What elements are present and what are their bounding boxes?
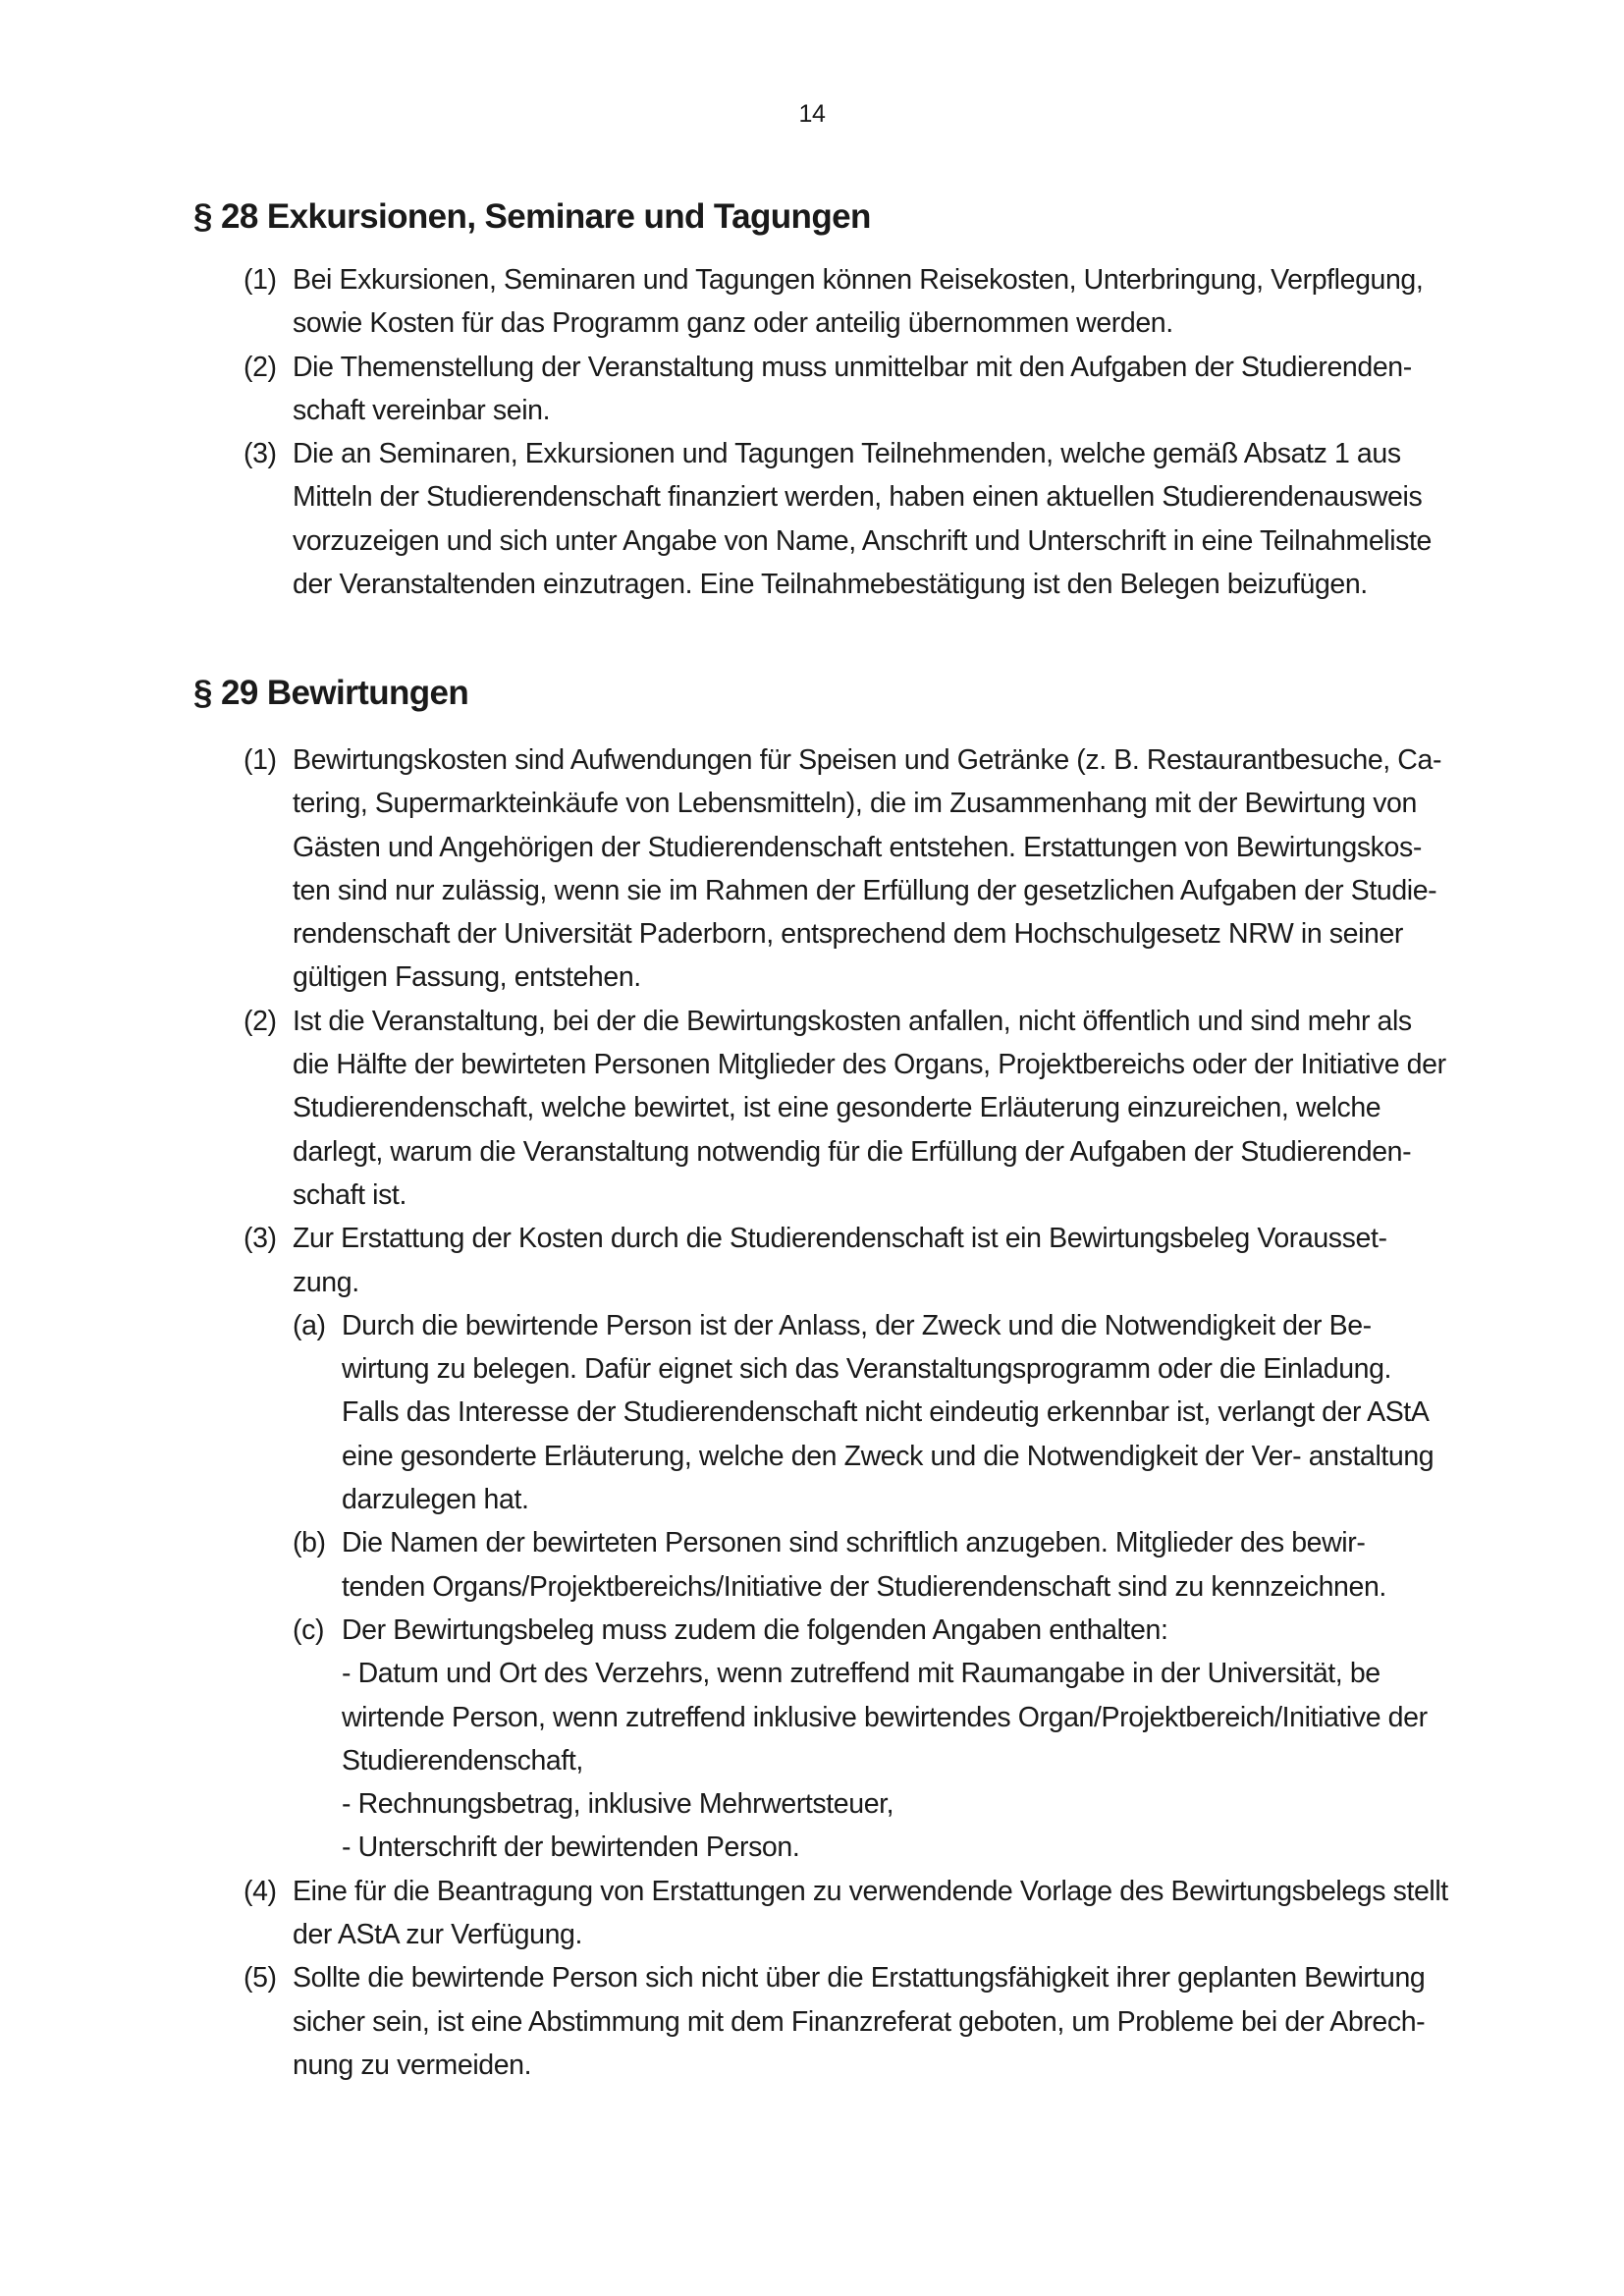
section-29-list bbox=[244, 738, 1451, 2087]
item-text: Ist die Veranstaltung, bei der die Bewirtungskosten anfallen, nicht öffentlich und sind mehr als die Hälfte der bewirteten Personen Mitglieder des Organs, Projektbereichs oder der Initiative der Studierendenschaft, welche bewirtet, ist eine gesonderte Erläuterung einzureichen, welche darlegt, warum die Veranstaltung notwendig für die Erfüllung der Aufgaben der Studierenden- schaft ist. bbox=[293, 1005, 1446, 1211]
list-item: (3) Die an Seminaren, Exkursionen und Tagungen Teilnehmenden, welche gemäß Absatz 1 aus Mitteln der Studierendenschaft finanziert werden, haben einen aktuellen Studierendenausweis vorzuzeigen und sich unter Angabe von Name, Anschrift und Unterschrift in eine Teilnahmeliste der Veranstaltenden einzutragen. Eine Teilnahmebestätigung ist den Belegen beizufügen. bbox=[244, 438, 1432, 601]
dash-item: - Datum und Ort des Verzehrs, wenn zutreffend mit Raumangabe in der Universität, be wirtende Person, wenn zutreffend inklusive bewirtendes Organ/Projektbereich/Initiative der Studierendenschaft, bbox=[342, 1658, 1428, 1777]
item-text: Eine für die Beantragung von Erstattungen zu verwendende Vorlage des Bewirtungsbelegs stellt der AStA zur Verfügung. bbox=[293, 1875, 1448, 1951]
dash-item: - Unterschrift der bewirtenden Person. bbox=[342, 1831, 800, 1864]
page-number: 14 bbox=[798, 100, 826, 128]
list-item: (2) Ist die Veranstaltung, bei der die Bewirtungskosten anfallen, nicht öffentlich und sind mehr als die Hälfte der bewirteten Personen Mitglieder des Organs, Projektbereichs oder der Initiative der Studierendenschaft, welche bewirtet, ist eine gesonderte Erläuterung einzureichen, welche darlegt, warum die Veranstaltung notwendig für die Erfüllung der Aufgaben der Studierenden- schaft ist. bbox=[244, 1005, 1446, 1211]
list-item: (5) Sollte die bewirtende Person sich nicht über die Erstattungsfähigkeit ihrer geplanten Bewirtung sicher sein, ist eine Abstimmung mit dem Finanzreferat geboten, um Probleme bei der Abrech- nung zu vermeiden. bbox=[244, 1962, 1426, 2081]
list-item: (1) Bei Exkursionen, Seminaren und Tagungen können Reisekosten, Unterbringung, Verpflegung, sowie Kosten für das Programm ganz oder anteilig übernommen werden. bbox=[244, 264, 1424, 340]
sub-list-item: (c) Der Bewirtungsbeleg muss zudem die folgenden Angaben enthalten: - Datum und Ort des Verzehrs, wenn zutreffend mit Raumangabe in der Universität, be wirtende Person, wenn zutreffend inklusive bewirtendes Organ/Projektbereich/Initiative der Studierendenschaft, - Rechnungsbetrag, inklusive Mehrwertsteuer, - Unterschrift der bewirtenden Person. bbox=[244, 1609, 1451, 1870]
list-item: (2) Die Themenstellung der Veranstaltung muss unmittelbar mit den Aufgaben der Studierenden- schaft vereinbar sein. bbox=[244, 351, 1412, 426]
dash-item: - Rechnungsbetrag, inklusive Mehrwertsteuer, bbox=[342, 1788, 894, 1821]
item-text: Die Themenstellung der Veranstaltung muss unmittelbar mit den Aufgaben der Studierenden- schaft vereinbar sein. bbox=[293, 351, 1412, 426]
sub-list-item: (b) Die Namen der bewirteten Personen sind schriftlich anzugeben. Mitglieder des bewir- tenden Organs/Projektbereichs/Initiative der Studierendenschaft sind zu kennzeichnen. bbox=[293, 1527, 1386, 1603]
sub-list-item: (a) Durch die bewirtende Person ist der Anlass, der Zweck und die Notwendigkeit der Be- wirtung zu belegen. Dafür eignet sich das Veranstaltungsprogramm oder die Einladung. Falls das Interesse der Studierendenschaft nicht eindeutig erkennbar ist, verlangt der AStA eine gesonderte Erläuterung, welche den Zweck und die Notwendigkeit der Ver- anstaltung darzulegen hat. bbox=[293, 1309, 1435, 1516]
sub-list bbox=[244, 1304, 1451, 1870]
item-text: Die an Seminaren, Exkursionen und Tagungen Teilnehmenden, welche gemäß Absatz 1 aus Mitteln der Studierendenschaft finanziert werden, haben einen aktuellen Studierendenausweis vorzuzeigen und sich unter Angabe von Name, Anschrift und Unterschrift in eine Teilnahmeliste der Veranstaltenden einzutragen. Eine Teilnahmebestätigung ist den Belegen beizufügen. bbox=[293, 438, 1432, 601]
item-text: Bei Exkursionen, Seminaren und Tagungen können Reisekosten, Unterbringung, Verpflegung, sowie Kosten für das Programm ganz oder anteilig übernommen werden. bbox=[293, 264, 1424, 340]
section-29-title: § 29 Bewirtungen bbox=[193, 674, 469, 712]
item-text: Bewirtungskosten sind Aufwendungen für Speisen und Getränke (z. B. Restaurantbesuche, Ca- tering, Supermarkteinkäufe von Lebensmitteln), die im Zusammenhang mit der Bewirtung von Gästen und Angehörigen der Studierendenschaft entstehen. Erstattungen von Bewirtungskos- ten sind nur zulässig, wenn sie im Rahmen der Erfüllung der gesetzlichen Aufgaben der Studie- rendenschaft der Universität Paderborn, entsprechend dem Hochschulgesetz NRW in seiner gültigen Fassung, entstehen. bbox=[293, 744, 1442, 994]
item-text: Zur Erstattung der Kosten durch die Studierendenschaft ist ein Bewirtungsbeleg Vorausset- zung. bbox=[293, 1223, 1387, 1298]
list-item: (3) Zur Erstattung der Kosten durch die Studierendenschaft ist ein Bewirtungsbeleg Vorausset- zung. (a) Durch die bewirtende Person ist der Anlass, der Zweck und die Notwendigkeit der Be- wirtung zu belegen. Dafür eignet sich das Veranstaltungsprogramm oder die Einladung. Falls das Interesse der Studierendenschaft nicht eindeutig erkennbar ist, verlangt der AStA eine gesonderte Erläuterung, welche den Zweck und die Notwendigkeit der Ver- anstaltung darzulegen hat. (b) Die Namen der bewirteten Personen sind schriftlich anzugeben. Mitglieder des bewir- tenden Organs/Projektbereichs/Initiative der Studierendenschaft sind zu kennzeichnen. (c) Der Bewirtungsbeleg muss zudem die folgenden Angaben enthalten: - Datum und Ort des Verzehrs, wenn zutreffend mit Raumangabe in der Universität, be wirtende Person, wenn zutreffend inklusive bewirtendes Organ/Projektbereich/Initiative der Studierendenschaft, - Rechnungsbetrag, inklusive Mehrwertsteuer, - Unterschrift der bewirtenden Person. bbox=[244, 1217, 1451, 1869]
sub-item-text: Durch die bewirtende Person ist der Anlass, der Zweck und die Notwendigkeit der Be- wirtung zu belegen. Dafür eignet sich das Veranstaltungsprogramm oder die Einladung. Falls das Interesse der Studierendenschaft nicht eindeutig erkennbar ist, verlangt der AStA eine gesonderte Erläuterung, welche den Zweck und die Notwendigkeit der Ver- anstaltung darzulegen hat. bbox=[342, 1309, 1435, 1516]
item-text: Sollte die bewirtende Person sich nicht über die Erstattungsfähigkeit ihrer geplanten Bewirtung sicher sein, ist eine Abstimmung mit dem Finanzreferat geboten, um Probleme bei der Abrech- nung zu vermeiden. bbox=[293, 1962, 1426, 2081]
section-28-title: § 28 Exkursionen, Seminare und Tagungen bbox=[193, 197, 871, 236]
sub-item-text: Der Bewirtungsbeleg muss zudem die folgenden Angaben enthalten: bbox=[342, 1613, 1168, 1646]
sub-item-text: Die Namen der bewirteten Personen sind schriftlich anzugeben. Mitglieder des bewir- tenden Organs/Projektbereichs/Initiative der Studierendenschaft sind zu kennzeichnen. bbox=[342, 1527, 1386, 1603]
section-28-list bbox=[244, 258, 1451, 606]
list-item: (4) Eine für die Beantragung von Erstattungen zu verwendende Vorlage des Bewirtungsbelegs stellt der AStA zur Verfügung. bbox=[244, 1875, 1448, 1951]
list-item: (1) Bewirtungskosten sind Aufwendungen für Speisen und Getränke (z. B. Restaurantbesuche, Ca- tering, Supermarkteinkäufe von Lebensmitteln), die im Zusammenhang mit der Bewirtung von Gästen und Angehörigen der Studierendenschaft entstehen. Erstattungen von Bewirtungskos- ten sind nur zulässig, wenn sie im Rahmen der Erfüllung der gesetzlichen Aufgaben der Studie- rendenschaft der Universität Paderborn, entsprechend dem Hochschulgesetz NRW in seiner gültigen Fassung, entstehen. bbox=[244, 744, 1442, 994]
